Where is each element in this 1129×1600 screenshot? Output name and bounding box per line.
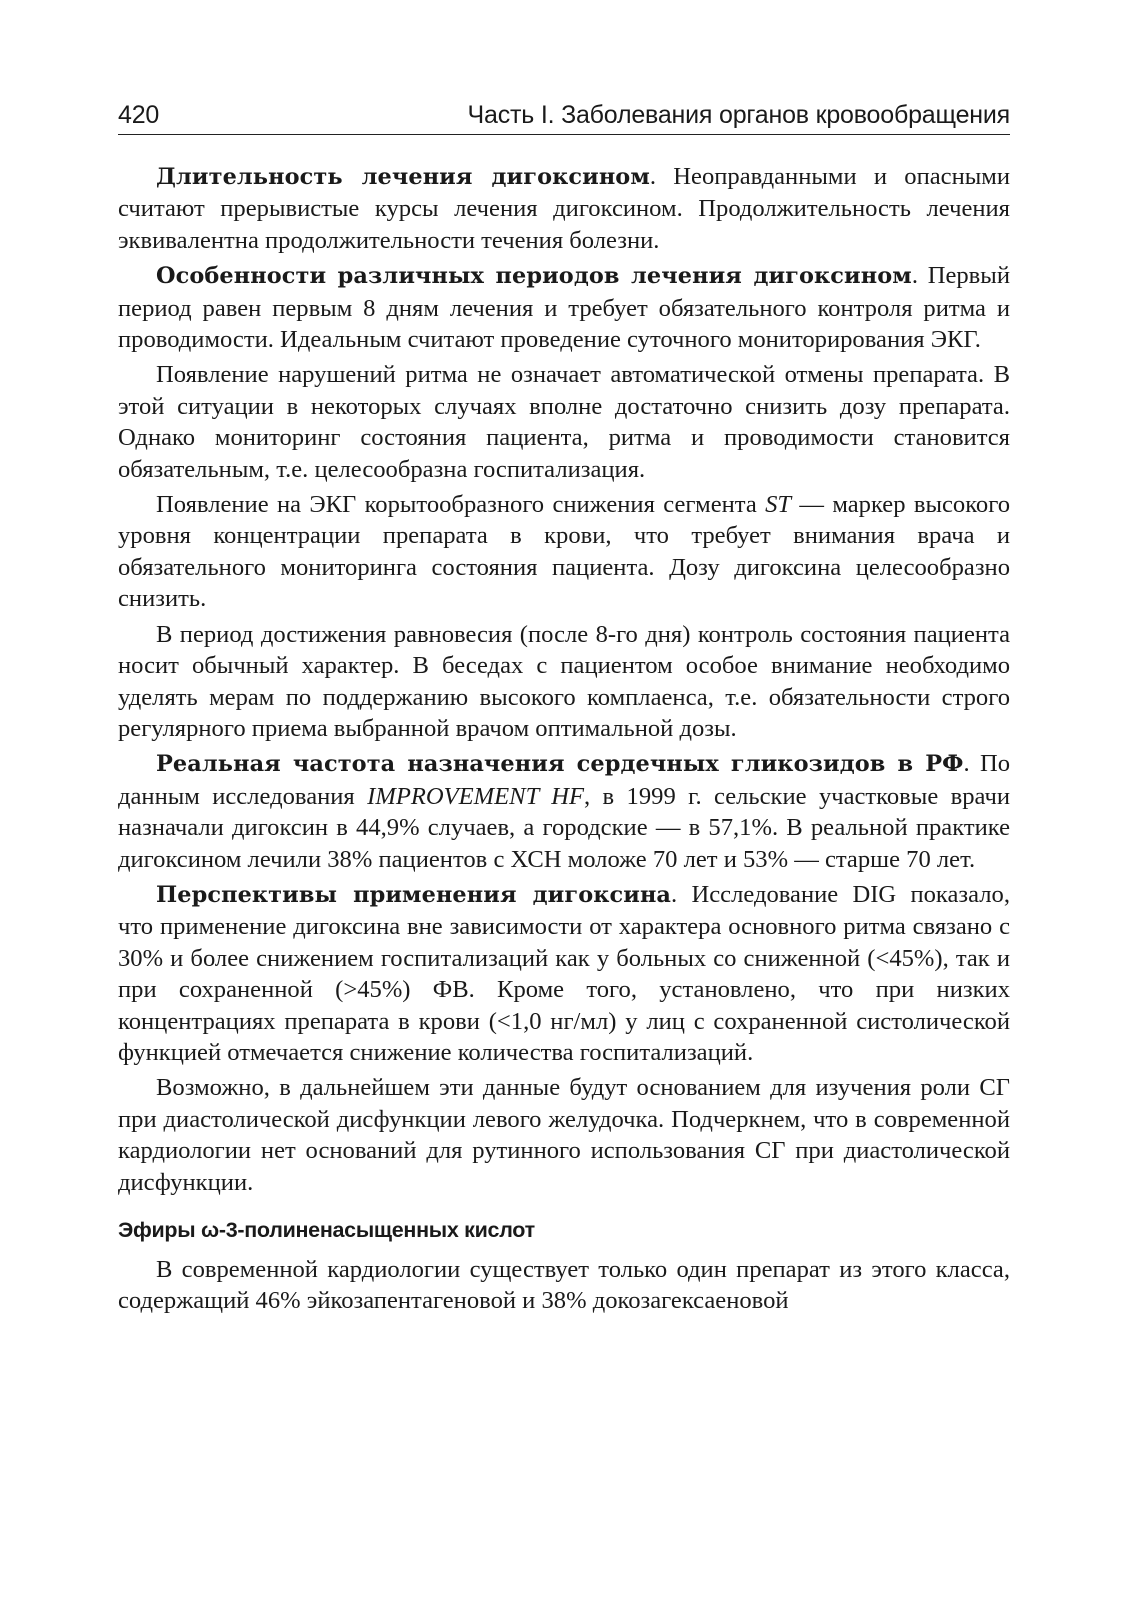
book-page [118, 100, 1010, 1321]
paragraph-lead: Перспективы применения дигоксина [156, 881, 672, 908]
page-number: 420 [118, 101, 160, 129]
running-title: Часть I. Заболевания органов кровообращения [467, 101, 1010, 129]
paragraph-equilibrium [118, 619, 1010, 745]
body-text [118, 161, 1010, 1317]
paragraph-text: . Исследование DIG показало, что применение дигоксина вне зависимости от характера основного ритма связано с 30% и более снижением госпитализаций как у больных со сниженной (<45%), так и при сохраненной (>45%) ФВ. Кроме того, установлено, что при низких концентрациях препарата в крови (<1,0 нг/мл) у лиц с сохраненной систолической функцией отмечается снижение количества госпитализаций. [118, 880, 1010, 1066]
paragraph-duration [118, 161, 1010, 256]
paragraph-text: В современной кардиологии существует только один препарат из этого класса, содержащий 46% эйкозапентагеновой и 38% докозагексаеновой [118, 1256, 1010, 1315]
paragraph-text: . По данным исследования [118, 750, 1011, 810]
paragraph-text: Возможно, в дальнейшем эти данные будут основанием для изучения роли СГ при диастолической дисфункции левого желудочка. Подчеркнем, что в современной кардиологии нет оснований для рутинного использования СГ при диастолической дисфункции. [118, 1074, 1010, 1196]
paragraph-text: . Неоправданными и опасными считают прерывистые курсы лечения дигоксином. Продолжительность лечения эквивалентна продолжительности течения болезни. [118, 163, 1010, 254]
paragraph-st-segment [118, 489, 1010, 615]
paragraph-lead: Особенности различных периодов лечения дигоксином [156, 263, 912, 290]
paragraph-text: , в 1999 г. сельские участковые врачи назначали дигоксин в 44,9% случаев, а городские — в 57,1%. В реальной практике дигоксином лечили 38% пациентов с ХСН моложе 70 лет и 53% — старше 70 лет. [118, 782, 1010, 873]
section-heading: Эфиры ω-3-полиненасыщенных кислот [118, 1218, 535, 1242]
paragraph-arrhythmia [118, 359, 1010, 485]
paragraph-omega3 [118, 1254, 1010, 1317]
paragraph-perspectives [118, 879, 1010, 1068]
paragraph-lead: Длительность лечения дигоксином [156, 164, 650, 190]
paragraph-text: . Первый период равен первым 8 дням лечения и требует обязательного контроля ритма и проводимости. Идеальным считают проведение суточного мониторирования ЭКГ. [118, 262, 1010, 354]
paragraph-diastolic [118, 1072, 1010, 1198]
italic-term: ST [765, 491, 792, 519]
paragraph-text: Появление на ЭКГ корытообразного снижения сегмента [156, 491, 766, 519]
paragraph-lead: Реальная частота назначения сердечных гликозидов в РФ [156, 751, 964, 778]
italic-term: IMPROVEMENT HF [367, 782, 584, 810]
paragraph-text: Появление нарушений ритма не означает автоматической отмены препарата. В этой ситуации в некоторых случаях вполне достаточно снизить дозу препарата. Однако мониторинг состояния пациента, ритма и проводимости становится обязательным, т.е. целесообразна госпитализация. [118, 361, 1010, 483]
paragraph-text: В период достижения равновесия (после 8-го дня) контроль состояния пациента носит обычный характер. В беседах с пациентом особое внимание необходимо уделять мерам по поддержанию высокого комплаенса, т.е. обязательности строго регулярного приема выбранной врачом оптимальной дозы. [118, 620, 1010, 742]
paragraph-periods [118, 260, 1010, 355]
paragraph-text: — маркер высокого уровня концентрации препарата в крови, что требует внимания врача и обязательного мониторинга состояния пациента. Дозу дигоксина целесообразно снизить. [118, 491, 1010, 613]
running-head [118, 100, 1010, 135]
paragraph-frequency [118, 748, 1010, 875]
